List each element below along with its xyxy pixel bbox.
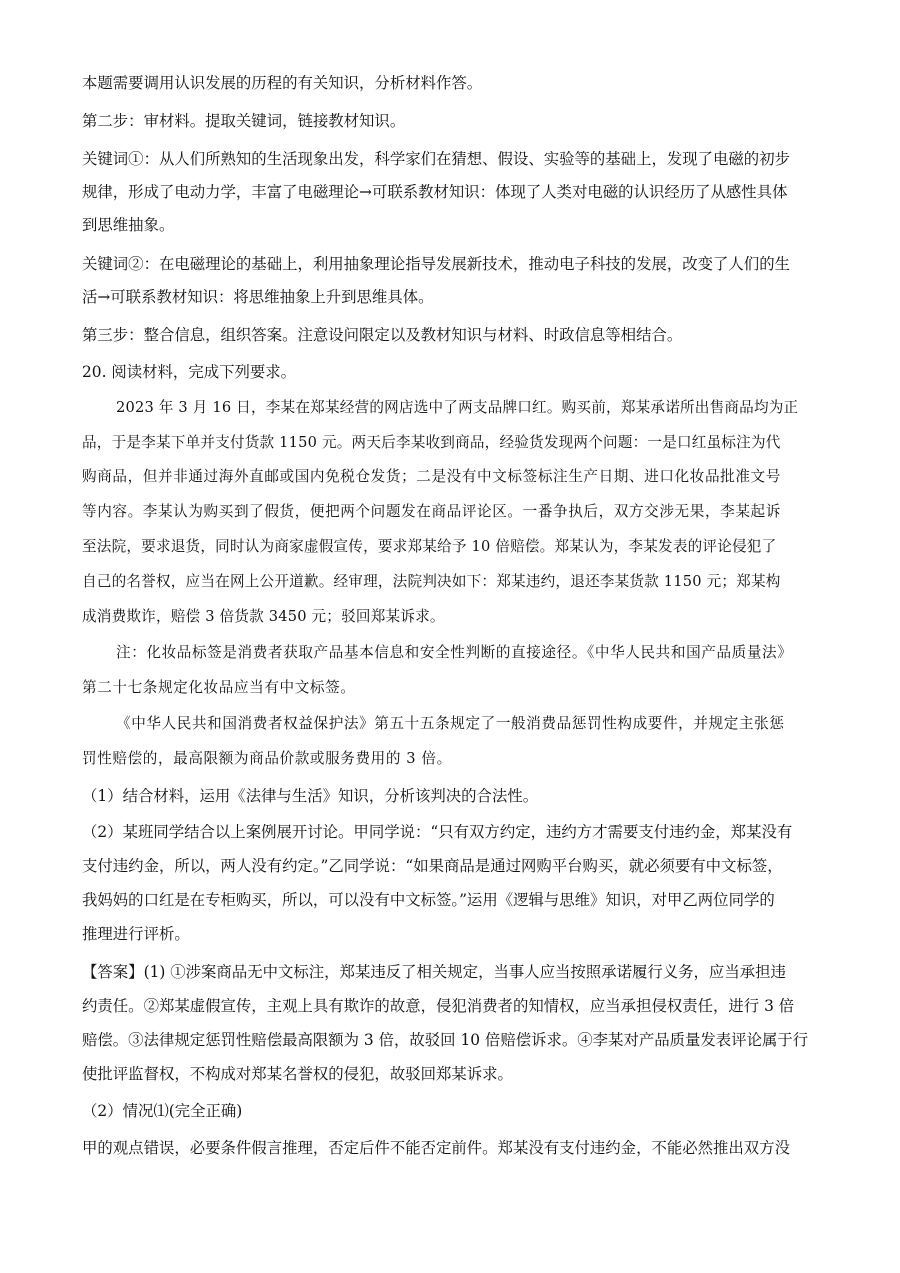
answer-text: 使批评监督权，不构成对郑某名誉权的侵犯，故驳回郑某诉求。 [82,1065,513,1083]
text-line: 到思维抽象。 [82,216,175,234]
material-paragraph: 2023 年 3 月 16 日，李某在郑某经营的网店选中了两支品牌口红。购买前，郑某承诺所出售商品均为正 [116,399,799,416]
material-note: 注：化妆品标签是消费者获取产品基本信息和安全性判断的直接途径。《中华人民共和国产品质量法》 [116,644,793,661]
sub-question: （2）某班同学结合以上案例展开讨论。甲同学说：“只有双方约定，违约方才需要支付违约金，郑某没有 [82,823,793,841]
material-paragraph: 至法院，要求退货，同时认为商家虚假宣传，要求郑某给予 10 倍赔偿。郑某认为，李某发表的评论侵犯了 [82,538,777,555]
text-line: 本题需要调用认识发展的历程的有关知识，分析材料作答。 [82,74,483,92]
question-number: 20. 阅读材料，完成下列要求。 [82,363,297,381]
text-line: 第二步：审材料。提取关键词，链接教材知识。 [82,112,406,130]
text-line: 规律，形成了电动力学，丰富了电磁理论→可联系教材知识：体现了人类对电磁的认识经历了从感性具体 [82,183,788,201]
material-note: 《中华人民共和国消费者权益保护法》第五十五条规定了一般消费品惩罚性构成要件，并规定主张惩 [116,715,785,732]
sub-question: （1）结合材料，运用《法律与生活》知识，分析该判决的合法性。 [82,787,539,805]
answer-text: 甲的观点错误，必要条件假言推理，否定后件不能否定前件。郑某没有支付违约金，不能必然推出双方没 [82,1139,790,1157]
text-line: 第三步：整合信息，组织答案。注意设问限定以及教材知识与材料、时政信息等相结合。 [82,326,683,344]
material-paragraph: 自己的名誉权，应当在网上公开道歉。经审理，法院判决如下：郑某违约，退还李某货款 1150 元；郑某构 [82,573,781,590]
answer-text: （2）情况⑴(完全正确) [82,1102,243,1120]
material-note: 第二十七条规定化妆品应当有中文标签。 [82,679,356,696]
answer-text: 赔偿。③法律规定惩罚性赔偿最高限额为 3 倍，故驳回 10 倍赔偿诉求。④李某对产品质量发表评论属于行 [82,1031,809,1049]
text-line: 活→可联系教材知识：将思维抽象上升到思维具体。 [82,288,434,306]
material-paragraph: 购商品，但并非通过海外直邮或国内免税仓发货；二是没有中文标签标注生产日期、进口化妆品批准文号 [82,468,781,485]
material-paragraph: 成消费欺诈，赔偿 3 倍货款 3450 元；驳回郑某诉求。 [82,608,445,625]
material-note: 罚性赔偿的，最高限额为商品价款或服务费用的 3 倍。 [82,750,452,767]
text-line: 关键词②：在电磁理论的基础上，利用抽象理论指导发展新技术，推动电子科技的发展，改变了人们的生 [82,255,790,273]
sub-question: 我妈妈的口红是在专柜购买，所以，可以没有中文标签。”运用《逻辑与思维》知识，对甲乙两位同学的 [82,891,775,909]
material-paragraph: 品，于是李某下单并支付货款 1150 元。两天后李某收到商品，经验货发现两个问题：一是口红虽标注为代 [82,434,781,451]
sub-question: 推理进行评析。 [82,925,190,943]
answer-text: 约责任。②郑某虚假宣传，主观上具有欺诈的故意，侵犯消费者的知情权，应当承担侵权责任，进行 3 倍 [82,997,795,1015]
text-line: 关键词①：从人们所熟知的生活现象出发，科学家们在猜想、假设、实验等的基础上，发现了电磁的初步 [82,150,790,168]
sub-question: 支付违约金，所以，两人没有约定。”乙同学说：“如果商品是通过网购平台购买，就必须要有中文标签， [82,857,783,875]
answer-text: 【答案】(1) ①涉案商品无中文标注，郑某违反了相关规定，当事人应当按照承诺履行义务，应当承担违 [82,963,786,981]
material-paragraph: 等内容。李某认为购买到了假货，便把两个问题发在商品评论区。一番争执后，双方交涉无果，李某起诉 [82,503,781,520]
